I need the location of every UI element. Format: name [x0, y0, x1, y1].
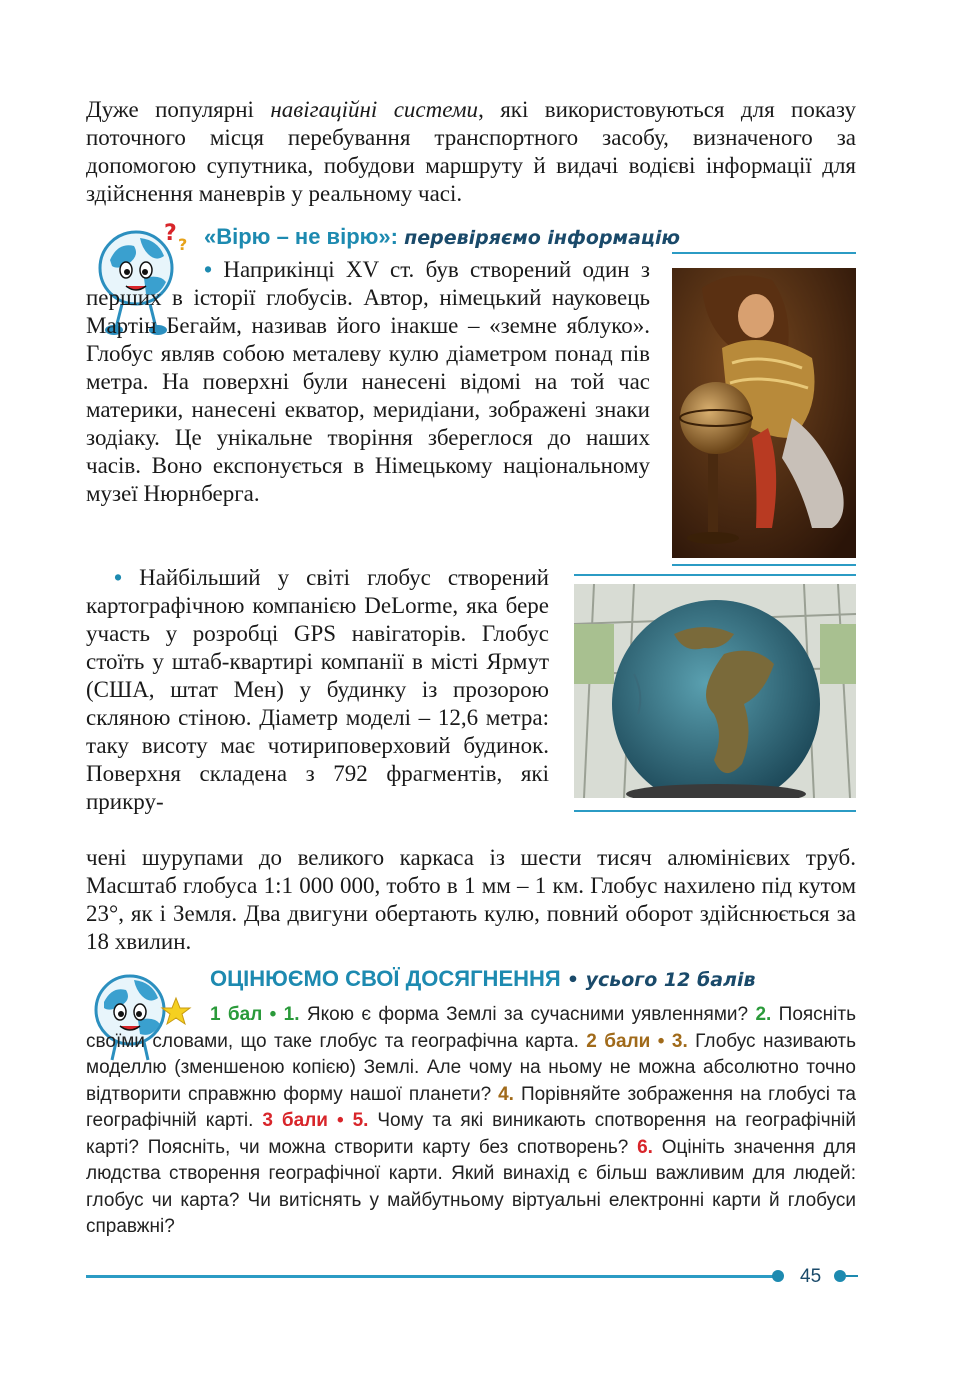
bullet-icon: • — [204, 257, 213, 282]
question-2-number: 2. — [755, 1004, 772, 1025]
photo1-bottom-rule — [672, 564, 856, 566]
points-1: 1 бал • 1. — [210, 1004, 300, 1025]
evaluation-heading: ОЦІНЮЄМО СВОЇ ДОСЯГНЕННЯ • усього 12 балів — [210, 966, 756, 991]
intro-paragraph: Дуже популярні навігаційні системи, які використовуються для показу поточного місця перебування транспортного засобу, визначеного за допомогою супутника, побудови маршруту й видачі водієві інформації для здійснення маневрів у реальному часі. — [86, 97, 856, 206]
points-3: 3 бали • 5. — [262, 1110, 369, 1131]
svg-text:?: ? — [178, 235, 188, 254]
footer-dot-right-icon — [830, 1268, 858, 1284]
evaluation-questions: 1 бал • 1. Якою є форма Землі за сучасними уявленнями? 2. Поясніть своїми словами, що таке глобус та географічна карта. 2 бали • 3. Глобус називають моделлю (зменшеною копією) Землі. Але чому на ньому не можна абсолютно точно відтворити справжню форму нашої планети? 4. Порівняйте зображення на глобусі та географічній карті. 3 бали • 5. Чому та які виникають спотворення на географічній карті? Поясніть, чи можна створити карту без спотворень? 6. Оцініть значення для людства створення географічної карти. Який винахід є більш важливим для людей: глобус чи карта? Чи витіснять у майбутньому віртуальні електронні карти й глобуси справжні? — [86, 1004, 857, 1237]
page-number: 45 — [800, 1266, 822, 1287]
fact-paragraph-1: • Наприкінці XV ст. був створений один з перших в історії глобусів. Автор, німецький науковець Мартін Бегайм, називав його інакше – «земне яблуко». Глобус являв собою металеву кулю діаметром понад пів метра. На поверхні були нанесені відомі на той час материки, нанесені екватор, меридіани, зображені знаки зодіаку. Це унікальне творіння збереглося до наших часів. Воно експонується в Німецькому національному музеї Нюрнберга. — [86, 257, 650, 506]
fact-paragraph-3: чені шурупами до великого каркаса із шести тисяч алюмінієвих труб. Масштаб глобуса 1:1 000 000, тобто в 1 мм – 1 км. Глобус нахилено під кутом 23°, як і Земля. Два двигуни обертають кулю, повний оборот здійснюється за 18 хвилин. — [86, 845, 856, 954]
svg-text:?: ? — [164, 221, 177, 246]
photo2-bottom-rule — [574, 810, 856, 812]
photo2-top-rule — [574, 574, 856, 576]
points-2: 2 бали • 3. — [586, 1030, 688, 1052]
believe-section-subtitle: перевіряємо інформацію — [404, 227, 680, 249]
question-4-number: 4. — [498, 1083, 514, 1105]
footer-rule — [86, 1275, 774, 1278]
believe-section-heading: «Вірю – не вірю»: перевіряємо інформацію — [204, 224, 680, 249]
question-6-number: 6. — [637, 1136, 653, 1158]
evaluation-subtitle: • усього 12 балів — [566, 969, 756, 991]
fact-paragraph-2: • Найбільший у світі глобус створений картографічною компанією DeLorme, яка бере участь у розробці GPS навігаторів. Глобус стоїть у штаб-квартирі компанії в місті Ярмут (США, штат Мен) у будинку із прозорою скляною стіною. Діаметр моделі – 12,6 метра: таку висоту має чотириповерховий будинок. Поверхня складена з 792 фрагментів, які прикру- — [86, 565, 549, 814]
behaim-portrait-image — [672, 268, 856, 558]
bullet-icon: • — [114, 565, 123, 590]
eartha-globe-image — [574, 584, 856, 798]
navigation-systems-term: навігаційні системи — [270, 97, 479, 122]
photo1-top-rule — [672, 252, 856, 254]
footer-dot-left-icon — [770, 1268, 788, 1284]
